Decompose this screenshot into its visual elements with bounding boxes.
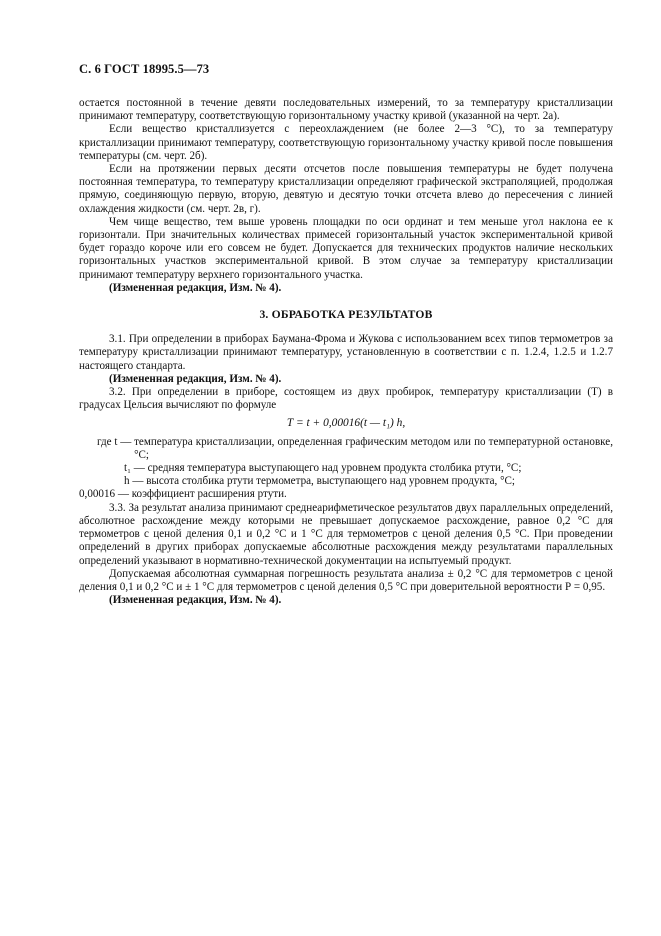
- paragraph-extrapolation: Если на протяжении первых десяти отсчетов после повышения температуры не будет получена постоянная температура, то температуру кристаллизации определяют графической экстраполяцией, продолжая прямую, соединяющую первую, вторую, девятую и десятую точки отсчета влево до пересечения с линией охлаждения жидкости (см. черт. 2в, г).: [79, 163, 613, 215]
- definition-desc: температура кристаллизации, определенная графическим методом или по температурной остановке, °С;: [134, 435, 613, 461]
- definition-desc: средняя температура выступающего над уровнем продукта столбика ртути, °С;: [147, 462, 522, 475]
- amendment-note-3: (Измененная редакция, Изм. № 4).: [109, 594, 282, 607]
- paragraph-continuation: остается постоянной в течение девяти последовательных измерений, то за температуру кристаллизации принимают температуру, соответствующую горизонтальному участку кривой (указанной на черт. 2а).: [79, 97, 613, 123]
- definition-coefficient: [79, 488, 613, 501]
- formula: Т = t + 0,00016(t — t₁) h,: [286, 417, 406, 430]
- definition-term: 0,00016 —: [79, 488, 132, 501]
- section-title: 3. ОБРАБОТКА РЕЗУЛЬТАТОВ: [259, 308, 433, 322]
- paragraph-supercooling: Если вещество кристаллизуется с переохлаждением (не более 2—3 °С), то за температуру кристаллизации принимают температуру, соответствующую горизонтальному участку кривой после повышения температуры (см. черт. 2б).: [79, 123, 613, 162]
- paragraph-3-1: 3.1. При определении в приборах Баумана-Фрома и Жукова с использованием всех типов термометров за температуру кристаллизации принимают температуру, установленную в соответствии с п. 1.2.4, 1.2.5 и 1.2.7 настоящего стандарта.: [79, 333, 613, 372]
- definition-desc: высота столбика ртути термометра, выступающего над уровнем продукта, °С;: [146, 475, 516, 488]
- definition-term: t₁ —: [124, 462, 148, 475]
- definition-h: [79, 475, 613, 488]
- document-body: [79, 97, 613, 607]
- definition-t: [79, 436, 613, 462]
- page-header: С. 6 ГОСТ 18995.5—73: [79, 62, 210, 76]
- paragraph-3-2: 3.2. При определении в приборе, состоящем из двух пробирок, температуру кристаллизации (Т) в градусах Цельсия вычисляют по формуле: [79, 386, 613, 412]
- definition-desc: коэффициент расширения ртути.: [131, 488, 287, 501]
- definition-term: где t —: [97, 435, 135, 448]
- amendment-note-1: (Измененная редакция, Изм. № 4).: [109, 281, 282, 294]
- paragraph-3-3: 3.3. За результат анализа принимают среднеарифметическое результатов двух параллельных определений, абсолютное расхождение между которыми не превышает допускаемое расхождение, равное 0,2 °С для термометров с ценой деления 0,1 и 0,2 °С и 1 °С для термометров с ценой деления 0,5 °С. При проведении определений в других приборах допускаемые абсолютные расхождения между результатами параллельных определений указывают в нормативно-технической документации на испытуемый продукт.: [79, 501, 613, 567]
- definition-t1: [79, 462, 613, 475]
- definition-term: h —: [124, 475, 147, 488]
- paragraph-purity: Чем чище вещество, тем выше уровень площадки по оси ординат и тем меньше угол наклона ее к горизонтали. При значительных количествах примесей горизонтальный участок экспериментальной кривой будет гораздо короче или его совсем не будет. Допускается для технических продуктов наличие нескольких горизонтальных участков экспериментальной кривой. В этом случае за температуру кристаллизации принимают температуру верхнего горизонтального участка.: [79, 215, 613, 281]
- amendment-note-2: (Измененная редакция, Изм. № 4).: [109, 372, 282, 385]
- paragraph-error: Допускаемая абсолютная суммарная погрешность результата анализа ± 0,2 °С для термометров с ценой деления 0,1 и 0,2 °С и ± 1 °С для термометров с ценой деления 0,5 °С при доверительной вероятности Р = 0,95.: [79, 567, 613, 593]
